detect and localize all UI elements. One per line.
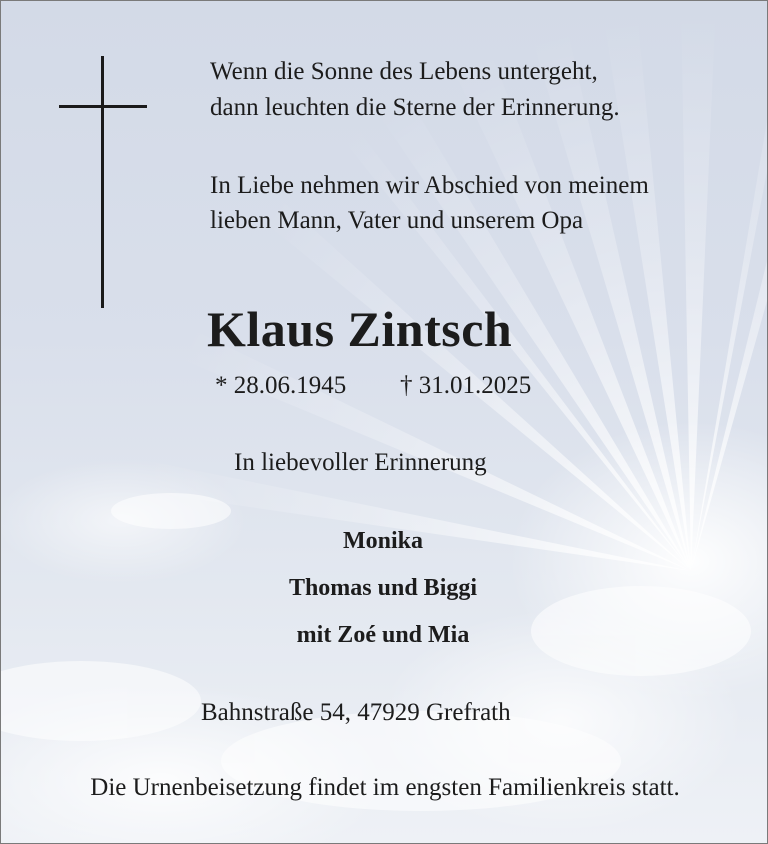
- cross-icon-bar: [59, 105, 147, 108]
- deceased-name: Klaus Zintsch: [207, 301, 513, 357]
- cross-icon: [101, 56, 104, 308]
- birth-date: * 28.06.1945: [215, 372, 347, 399]
- verse-line-2: dann leuchten die Sterne der Erinnerung.: [210, 94, 620, 121]
- death-date: † 31.01.2025: [400, 372, 532, 399]
- address: Bahnstraße 54, 47929 Grefrath: [201, 699, 511, 726]
- verse-line-1: Wenn die Sonne des Lebens untergeht,: [210, 58, 598, 85]
- funeral-notice: Die Urnenbeisetzung findet im engsten Familienkreis statt.: [90, 774, 680, 801]
- intro-line-2: lieben Mann, Vater und unserem Opa: [210, 207, 584, 234]
- memory-text: In liebevoller Erinnerung: [234, 449, 487, 476]
- intro-line-1: In Liebe nehmen wir Abschied von meinem: [210, 172, 649, 199]
- family-member: Monika: [342, 528, 423, 554]
- family-member: mit Zoé und Mia: [296, 622, 470, 648]
- family-member: Thomas und Biggi: [288, 575, 478, 601]
- obituary-content: [1, 1, 767, 843]
